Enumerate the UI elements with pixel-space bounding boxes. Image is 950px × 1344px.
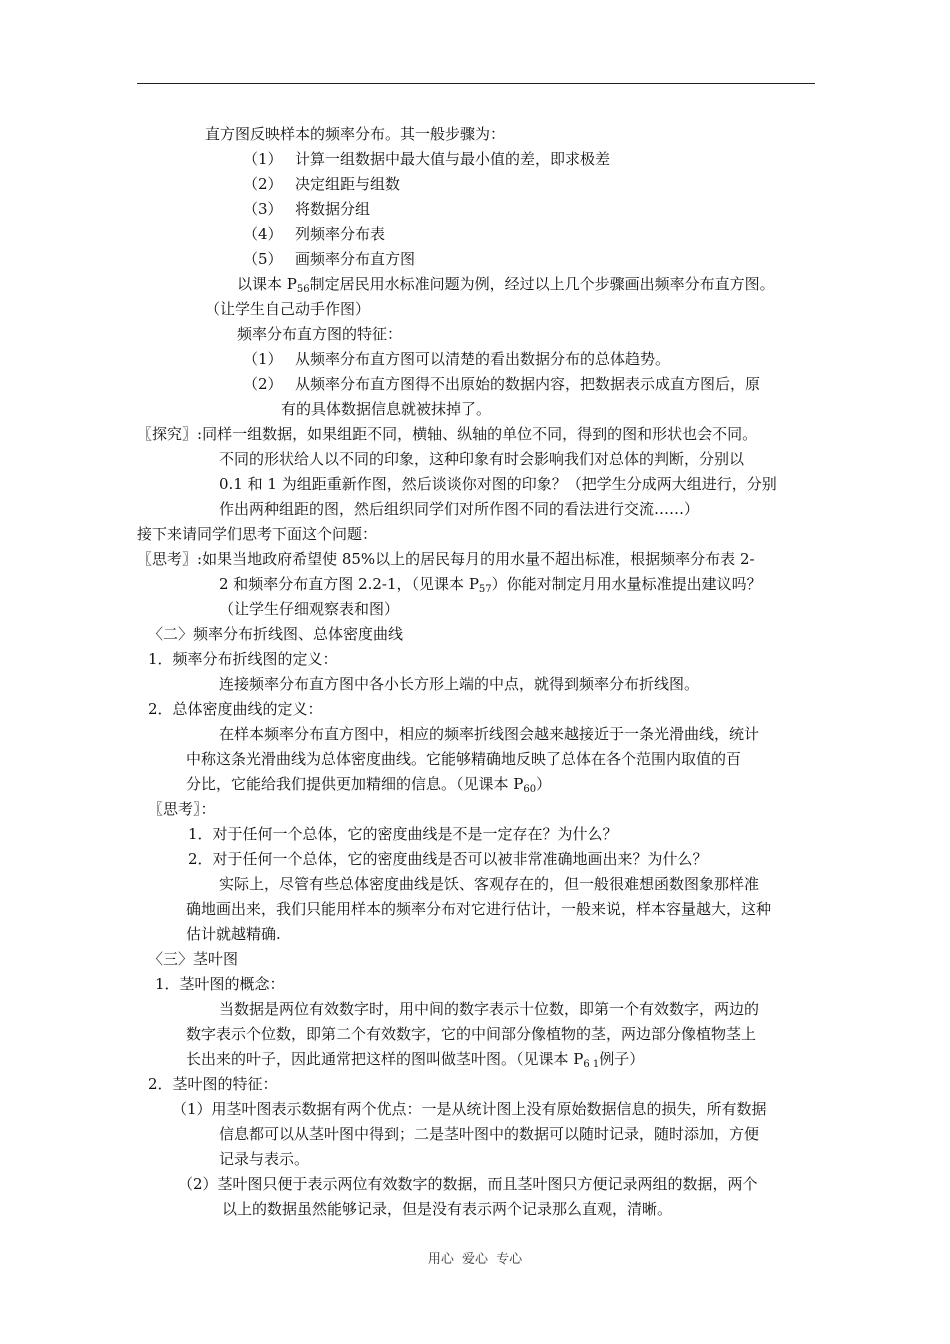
next-question-line: 接下来请同学们思考下面这个问题： [137, 525, 378, 543]
example-line: 以课本 $P_{56}$制定居民用水标准问题为例，经过以上几个步骤画出频率分布直方图。 [237, 275, 775, 295]
stem-leaf-feature2-line2: 以上的数据虽然能够记录，但是没有表示两个记录那么直观，清晰。 [222, 1200, 673, 1218]
step-5-number: （5） [243, 250, 283, 268]
explore-line2: 不同的形状给人以不同的印象，这种印象有时会影响我们对总体的判断，分别以 [219, 450, 745, 468]
think1-line1: 〖思考〗:如果当地政府希望使 85%以上的居民每月的用水量不超出标准，根据频率分布表 2- [137, 550, 755, 568]
stem-leaf-feature1-line3: 记录与表示。 [219, 1150, 310, 1168]
definition1-title: 1．频率分布折线图的定义： [148, 650, 338, 668]
concept-title: 1．茎叶图的概念： [155, 975, 285, 993]
step-1-text: 计算一组数据中最大值与最小值的差，即求极差 [295, 150, 611, 168]
self-draw-note: （让学生自己动手作图） [205, 300, 371, 318]
intro-line: 直方图反映样本的频率分布。其一般步骤为： [205, 125, 506, 143]
concept-line2: 数字表示个位数，即第二个有效数字，它的中间部分像植物的茎，两边部分像植物茎上 [186, 1025, 757, 1043]
explore-line4: 作出两种组距的图，然后组织同学们对所作图不同的看法进行交流……） [219, 500, 700, 518]
step-3-number: （3） [243, 200, 283, 218]
feature-2-text-line1: 从频率分布直方图得不出原始的数据内容，把数据表示成直方图后，原 [295, 375, 761, 393]
explore-label: 〖探究〗: [137, 425, 203, 443]
step-5-text: 画频率分布直方图 [295, 250, 416, 268]
header-rule [137, 83, 815, 84]
think2-question2: 2．对于任何一个总体，它的密度曲线是否可以被非常准确地画出来？为什么？ [188, 850, 708, 868]
stem-leaf-features-title: 2．茎叶图的特征： [148, 1075, 278, 1093]
definition2-line1: 在样本频率分布直方图中，相应的频率折线图会越来越接近于一条光滑曲线，统计 [219, 725, 760, 743]
think2-question1: 1．对于任何一个总体，它的密度曲线是不是一定存在？为什么？ [188, 825, 618, 843]
feature-2-text-line2: 有的具体数据信息就被抹掉了。 [281, 400, 492, 418]
definition2-line2: 中称这条光滑曲线为总体密度曲线。它能够精确地反映了总体在各个范围内取值的百 [186, 750, 742, 768]
definition2-line3: 分比，它能给我们提供更加精细的信息。（见课本 $P_{60}$） [186, 775, 552, 795]
step-2-number: （2） [243, 175, 283, 193]
step-2-text: 决定组距与组数 [295, 175, 401, 193]
stem-leaf-feature1-line2: 信息都可以从茎叶图中得到；二是茎叶图中的数据可以随时记录，随时添加，方便 [219, 1125, 760, 1143]
think2-answer-line1: 实际上，尽管有些总体密度曲线是饫、客观存在的，但一般很难想函数图象那样准 [219, 875, 760, 893]
definition2-title: 2．总体密度曲线的定义： [148, 700, 323, 718]
explore-line3: 0.1 和 1 为组距重新作图，然后谈谈你对图的印象？（把学生分成两大组进行，分别 [219, 475, 777, 493]
think2-label: 〖思考〗： [148, 800, 216, 818]
think1-line2: 2 和频率分布直方图 2.2-1，（见课本 $P_{57}$）你能对制定月用水量标准提出建议吗？ [219, 575, 762, 595]
explore-line1: 〖探究〗:同样一组数据，如果组距不同，横轴、纵轴的单位不同，得到的图和形状也会不同。 [137, 425, 758, 443]
features-title: 频率分布直方图的特征： [237, 325, 403, 343]
step-3-text: 将数据分组 [295, 200, 371, 218]
concept-line3: 长出来的叶子，因此通常把这样的图叫做茎叶图。（见课本 $P_{6 1}$例子） [186, 1050, 645, 1070]
concept-line1: 当数据是两位有效数字时，用中间的数字表示十位数，即第一个有效数字，两边的 [219, 1000, 760, 1018]
feature-1-number: （1） [243, 350, 283, 368]
definition1-text: 连接频率分布直方图中各小长方形上端的中点，就得到频率分布折线图。 [219, 675, 700, 693]
feature-2-number: （2） [243, 375, 283, 393]
feature-1-text: 从频率分布直方图可以清楚的看出数据分布的总体趋势。 [295, 350, 671, 368]
think2-answer-line3: 估计就越精确. [186, 925, 281, 943]
page-footer: 用心 爱心 专心 [427, 1252, 523, 1267]
stem-leaf-feature2-line1: （2）茎叶图只便于表示两位有效数字的数据，而且茎叶图只方便记录两组的数据，两个 [178, 1175, 758, 1193]
think2-answer-line2: 确地画出来，我们只能用样本的频率分布对它进行估计，一般来说，样本容量越大，这种 [186, 900, 772, 918]
step-4-text: 列频率分布表 [295, 225, 386, 243]
step-4-number: （4） [243, 225, 283, 243]
step-1-number: （1） [243, 150, 283, 168]
stem-leaf-feature1-line1: （1）用茎叶图表示数据有两个优点：一是从统计图上没有原始数据信息的损失，所有数据 [172, 1100, 767, 1118]
section3-title: 〈三〉茎叶图 [148, 950, 239, 968]
think1-label: 〖思考〗: [137, 550, 203, 568]
section2-title: 〈二〉频率分布折线图、总体密度曲线 [148, 625, 404, 643]
think1-line3: （让学生仔细观察表和图） [219, 600, 400, 618]
